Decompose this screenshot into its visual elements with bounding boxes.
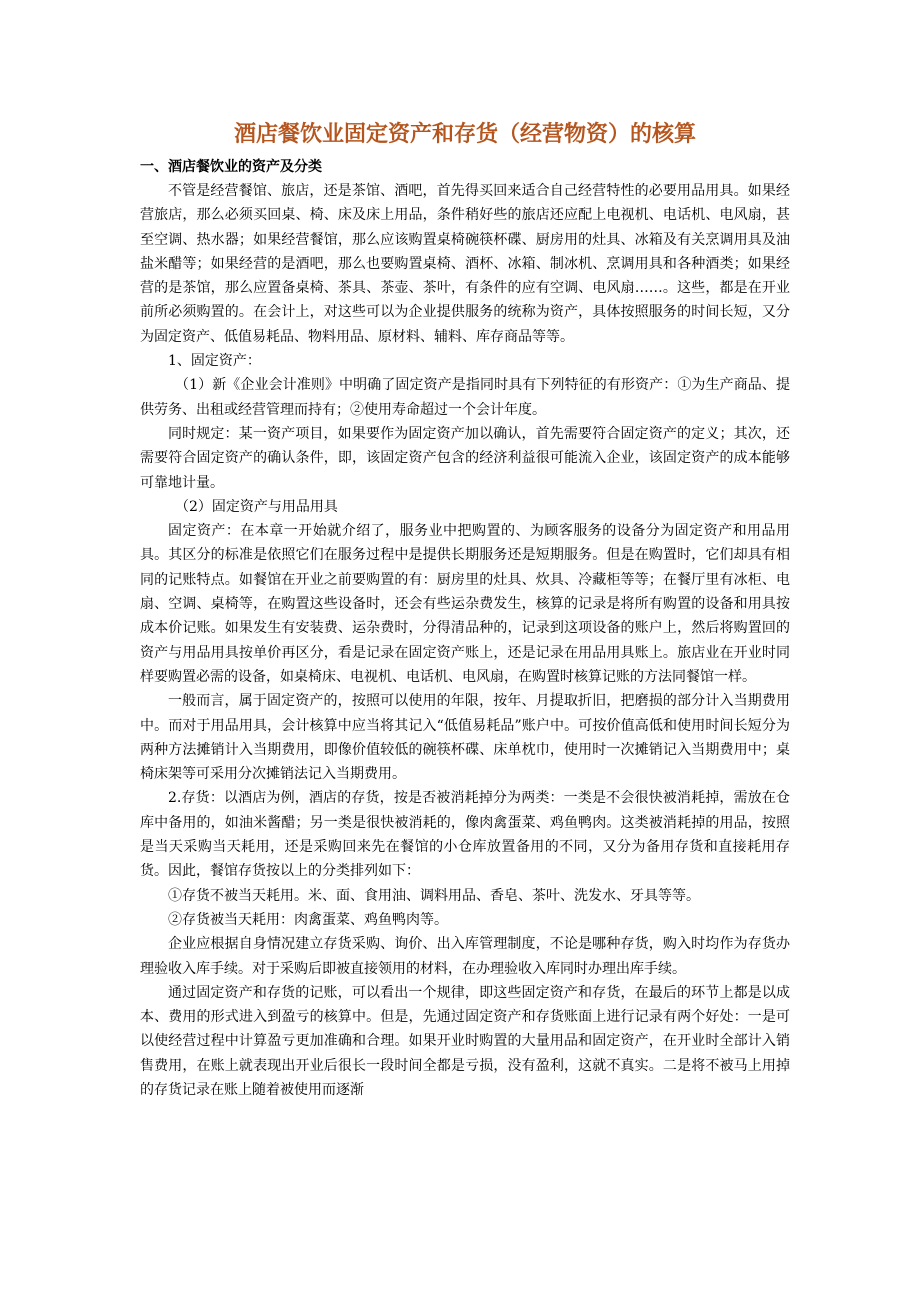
paragraph-depreciation: 一般而言，属于固定资产的，按照可以使用的年限，按年、月提取折旧，把磨损的部分计入当期费用中。而对于用品用具，会计核算中应当将其记入“低值易耗品”账户中。可按价值高低和使用时间长短分为两种方法摊销计入当期费用，即像价值较低的碗筷杯碟、床单枕巾，使用时一次摊销记入当期费用中；桌椅床架等可采用分次摊销法记入当期费用。 [140, 693, 790, 783]
paragraph-supplies-heading: （2）固定资产与用品用具 [175, 498, 338, 515]
paragraph-recognition: 同时规定：某一资产项目，如果要作为固定资产加以确认，首先需要符合固定资产的定义；其次，还需要符合固定资产的确认条件，即，该固定资产包含的经济利益很可能流入企业，该固定资产的成本能够可靠地计量。 [140, 425, 790, 491]
paragraph-inventory-management: 企业应根据自身情况建立存货采购、询价、出入库管理制度，不论是哪种存货，购入时均作为存货办理验收入库手续。对于采购后即被直接领用的材料，在办理验收入库同时办理出库手续。 [140, 936, 790, 977]
paragraph-fixed-assets-heading: 1、固定资产： [168, 353, 261, 370]
paragraph-fixed-assets-detail: 固定资产：在本章一开始就介绍了，服务业中把购置的、为顾客服务的设备分为固定资产和用品用具。其区分的标准是依照它们在服务过程中是提供长期服务还是短期服务。但是在购置时，它们却具有相同的记账特点。如餐馆在开业之前要购置的有：厨房里的灶具、炊具、冷藏柜等等；在餐厅里有冰柜、电扇、空调、桌椅等，在购置这些设备时，还会有些运杂费发生，核算的记录是将所有购置的设备和用具按成本价记账。如果发生有安装费、运杂费时，分得清品种的，记录到这项设备的账户上，然后将购置回的资产与用品用具按单价再区分，看是记录在固定资产账上，还是记录在用品用具账上。旅店业在开业时同样要购置必需的设备，如桌椅床、电视机、电话机、电风扇，在购置时核算记账的方法同餐馆一样。 [140, 523, 790, 685]
document-page [140, 118, 790, 1102]
paragraph-inventory: 2.存货：以酒店为例，酒店的存货，按是否被消耗掉分为两类：一类是不会很快被消耗掉，需放在仓库中备用的，如油米酱醋；另一类是很快被消耗的，像肉禽蛋菜、鸡鱼鸭肉。这类被消耗掉的用品，按照是当天采购当天耗用，还是采购回来先在餐馆的小仓库放置备用的不同，又分为备用存货和直接耗用存货。因此，餐馆存货按以上的分类排列如下： [140, 790, 790, 880]
paragraph-fixed-assets-definition: （1）新《企业会计准则》中明确了固定资产是指同时具有下列特征的有形资产：①为生产商品、提供劳务、出租或经营管理而持有；②使用寿命超过一个会计年度。 [140, 377, 790, 418]
document-title: 酒店餐饮业固定资产和存货（经营物资）的核算 [233, 122, 696, 147]
paragraph-inventory-item-2: ②存货被当天耗用：肉禽蛋菜、鸡鱼鸭肉等。 [168, 911, 448, 928]
paragraph-intro: 不管是经营餐馆、旅店，还是茶馆、酒吧，首先得买回来适合自己经营特性的必要用品用具。如果经营旅店，那么必须买回桌、椅、床及床上用品，条件稍好些的旅店还应配上电视机、电话机、电风扇，甚至空调、热水器；如果经营餐馆，那么应该购置桌椅碗筷杯碟、厨房用的灶具、冰箱及有关烹调用具及油盐米醋等；如果经营的是酒吧，那么也要购置桌椅、酒杯、冰箱、制冰机、烹调用具和各种酒类；如果经营的是茶馆，那么应置备桌椅、茶具、茶壶、茶叶，有条件的应有空调、电风扇……。这些，都是在开业前所必须购置的。在会计上，对这些可以为企业提供服务的统称为资产，具体按照服务的时间长短，又分为固定资产、低值易耗品、物料用品、原材料、辅料、库存商品等等。 [140, 183, 790, 345]
paragraph-inventory-item-1: ①存货不被当天耗用。米、面、食用油、调料用品、香皂、茶叶、洗发水、牙具等等。 [168, 887, 700, 904]
section-heading: 一、酒店餐饮业的资产及分类 [140, 159, 322, 175]
paragraph-conclusion: 通过固定资产和存货的记账，可以看出一个规律，即这些固定资产和存货，在最后的环节上都是以成本、费用的形式进入到盈亏的核算中。但是，先通过固定资产和存货账面上进行记录有两个好处：一是可以使经营过程中计算盈亏更加准确和合理。如果开业时购置的大量用品和固定资产，在开业时全部计入销售费用，在账上就表现出开业后很长一段时间全都是亏损，没有盈利，这就不真实。二是将不被马上用掉的存货记录在账上随着被使用而逐渐 [140, 984, 790, 1098]
